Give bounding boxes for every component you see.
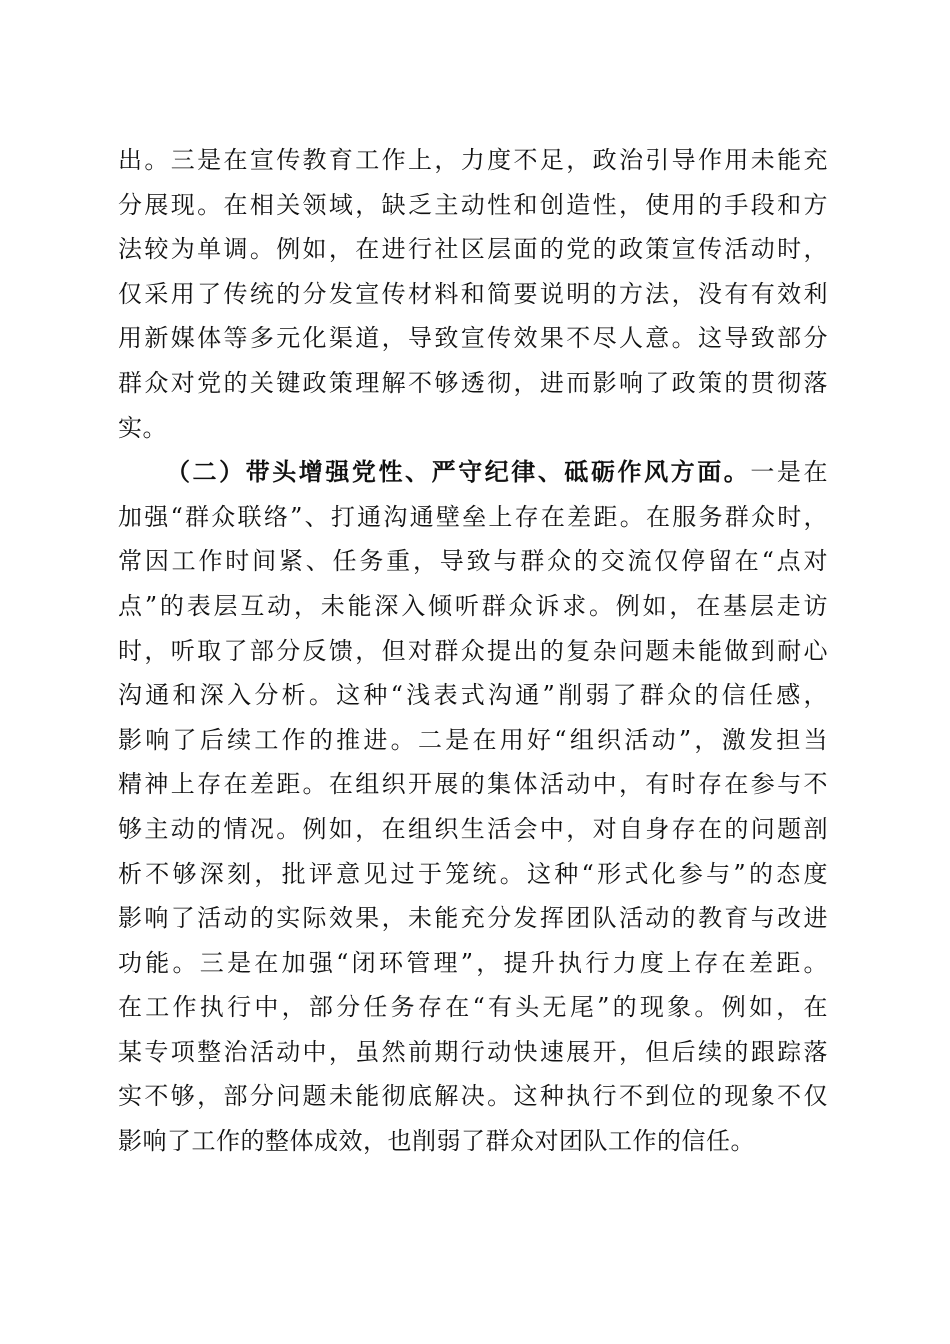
paragraph-2-first-line — [118, 450, 828, 495]
text-line: 析不够深刻，批评意见过于笼统。这种“形式化参与”的态度 — [118, 859, 828, 888]
text-line: 影响了工作的整体成效，也削弱了群众对团队工作的信任。 — [118, 1127, 755, 1156]
text-line: 时，听取了部分反馈，但对群众提出的复杂问题未能做到耐心 — [118, 636, 828, 665]
text-line: 用新媒体等多元化渠道，导致宣传效果不尽人意。这导致部分 — [118, 324, 828, 353]
text-line: 实。 — [118, 413, 167, 442]
text-line: 常因工作时间紧、任务重，导致与群众的交流仅停留在“点对 — [118, 547, 828, 576]
paragraph-1 — [118, 138, 828, 450]
text-run: 一是在 — [750, 458, 828, 487]
text-line: 群众对党的关键政策理解不够透彻，进而影响了政策的贯彻落 — [118, 368, 828, 397]
text-line: 某专项整治活动中，虽然前期行动快速展开，但后续的跟踪落 — [118, 1037, 828, 1066]
text-line: 够主动的情况。例如，在组织生活会中，对自身存在的问题剖 — [118, 814, 828, 843]
text-line: 实不够，部分问题未能彻底解决。这种执行不到位的现象不仅 — [118, 1082, 828, 1111]
text-line: 在工作执行中，部分任务存在“有头无尾”的现象。例如，在 — [118, 993, 828, 1022]
text-line: 功能。三是在加强“闭环管理”，提升执行力度上存在差距。 — [118, 948, 828, 977]
text-line: 仅采用了传统的分发宣传材料和简要说明的方法，没有有效利 — [118, 279, 828, 308]
text-line: 影响了后续工作的推进。二是在用好“组织活动”，激发担当 — [118, 725, 828, 754]
text-line: 加强“群众联络”、打通沟通壁垒上存在差距。在服务群众时， — [118, 502, 828, 531]
text-line: 法较为单调。例如，在进行社区层面的党的政策宣传活动时， — [118, 235, 828, 264]
section-heading: （二）带头增强党性、严守纪律、砥砺作风方面。 — [166, 457, 751, 487]
text-line: 影响了活动的实际效果，未能充分发挥团队活动的教育与改进 — [118, 904, 828, 933]
text-line: 分展现。在相关领域，缺乏主动性和创造性，使用的手段和方 — [118, 190, 828, 219]
text-line: 点”的表层互动，未能深入倾听群众诉求。例如，在基层走访 — [118, 591, 828, 620]
text-line: 精神上存在差距。在组织开展的集体活动中，有时存在参与不 — [118, 770, 828, 799]
text-line: 出。三是在宣传教育工作上，力度不足，政治引导作用未能充 — [118, 146, 828, 174]
text-line: 沟通和深入分析。这种“浅表式沟通”削弱了群众的信任感， — [118, 681, 828, 710]
body-text — [118, 138, 828, 1164]
paragraph-2 — [118, 450, 828, 1164]
